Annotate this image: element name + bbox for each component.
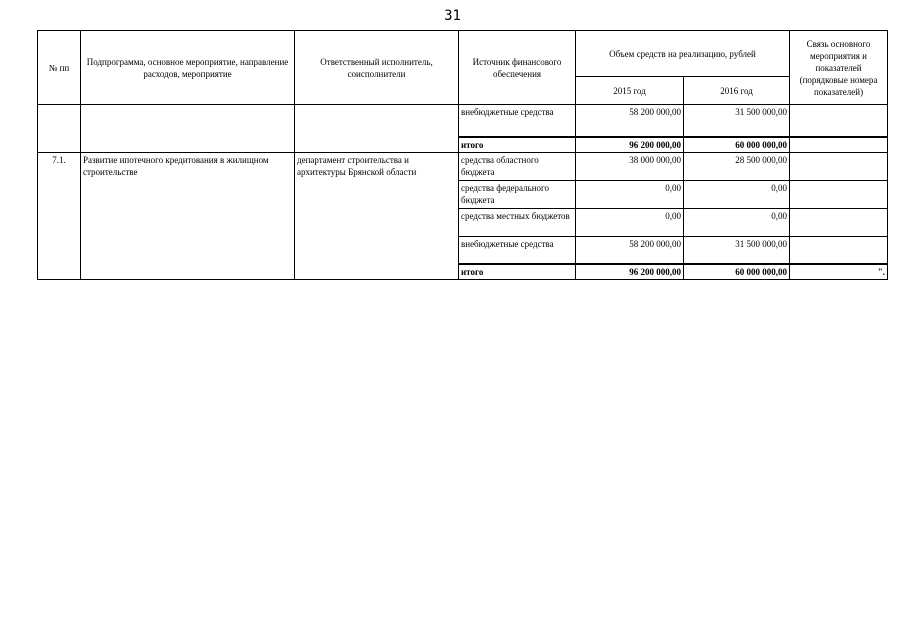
cell-value-2015: 96 200 000,00 <box>576 137 684 153</box>
header-year-2015: 2015 год <box>576 77 684 105</box>
cell-source: средства местных бюджетов <box>459 208 576 236</box>
table-row <box>38 105 888 137</box>
budget-table <box>37 30 888 280</box>
cell-value-2016: 31 500 000,00 <box>684 236 790 264</box>
cell-link <box>790 180 888 208</box>
cell-value-2015: 96 200 000,00 <box>576 264 684 280</box>
cell-value-2015: 58 200 000,00 <box>576 105 684 137</box>
cell-value-2015: 58 200 000,00 <box>576 236 684 264</box>
cell-source: внебюджетные средства <box>459 236 576 264</box>
header-link: Связь основного мероприятия и показателей (порядковые номера показателей) <box>790 31 888 105</box>
table-row <box>38 152 888 180</box>
cell-source: средства областного бюджета <box>459 152 576 180</box>
header-year-2016: 2016 год <box>684 77 790 105</box>
header-source: Источник финансового обеспечения <box>459 31 576 105</box>
cell-value-2016: 28 500 000,00 <box>684 152 790 180</box>
cell-num <box>38 105 81 153</box>
cell-link <box>790 137 888 153</box>
cell-link <box>790 236 888 264</box>
cell-subprogram <box>81 105 295 153</box>
header-subprogram: Подпрограмма, основное мероприятие, направление расходов, мероприятие <box>81 31 295 105</box>
cell-source: итого <box>459 264 576 280</box>
header-volume: Объем средств на реализацию, рублей <box>576 31 790 77</box>
cell-source: итого <box>459 137 576 153</box>
cell-subprogram: Развитие ипотечного кредитования в жилищном строительстве <box>81 152 295 280</box>
cell-value-2015: 0,00 <box>576 180 684 208</box>
cell-value-2016: 60 000 000,00 <box>684 137 790 153</box>
cell-value-2016: 60 000 000,00 <box>684 264 790 280</box>
cell-link: ". <box>790 264 888 280</box>
cell-link <box>790 152 888 180</box>
cell-link <box>790 208 888 236</box>
cell-value-2016: 31 500 000,00 <box>684 105 790 137</box>
cell-value-2015: 0,00 <box>576 208 684 236</box>
cell-link <box>790 105 888 137</box>
page-number: 31 <box>444 8 461 24</box>
cell-source: средства федерального бюджета <box>459 180 576 208</box>
cell-value-2016: 0,00 <box>684 180 790 208</box>
cell-executor: департамент строительства и архитектуры Брянской области <box>295 152 459 280</box>
cell-source: внебюджетные средства <box>459 105 576 137</box>
header-num: № пп <box>38 31 81 105</box>
cell-value-2016: 0,00 <box>684 208 790 236</box>
cell-executor <box>295 105 459 153</box>
table-header <box>38 31 888 105</box>
cell-num: 7.1. <box>38 152 81 280</box>
header-executor: Ответственный исполнитель, соисполнители <box>295 31 459 105</box>
cell-value-2015: 38 000 000,00 <box>576 152 684 180</box>
